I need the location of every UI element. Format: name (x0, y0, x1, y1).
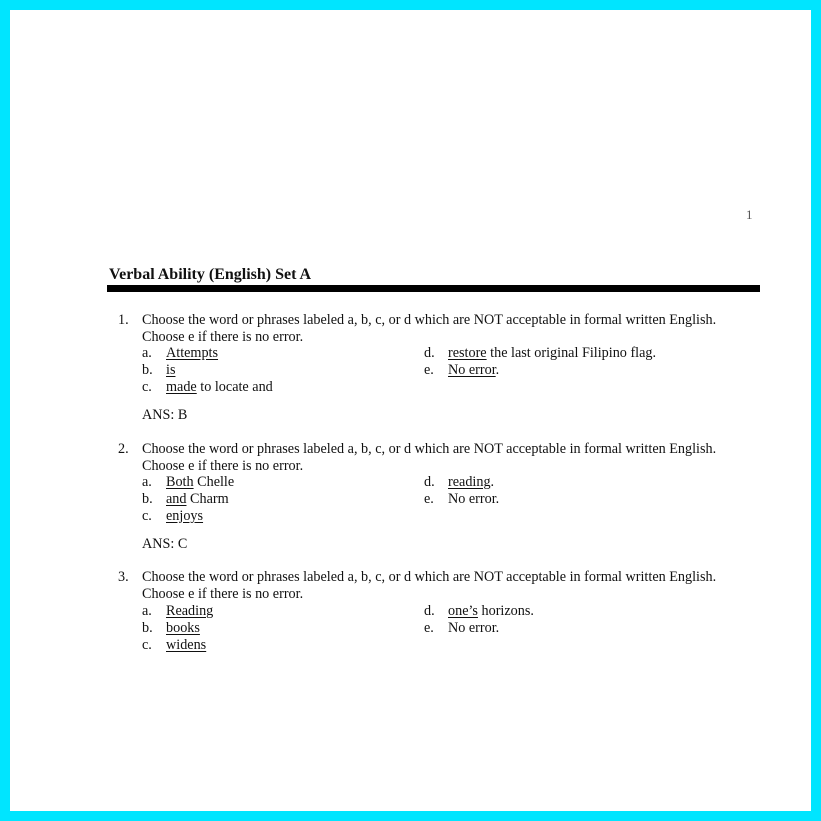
choice-underlined-text: No error (448, 362, 496, 378)
choice-underlined-text: reading (448, 474, 491, 490)
choice-letter: a. (142, 345, 152, 361)
title-divider (107, 285, 760, 292)
question-stem-line: Choose e if there is no error. (142, 329, 304, 345)
choice-text (166, 491, 229, 508)
choice-text (448, 345, 656, 362)
choice-underlined-text: is (166, 362, 176, 378)
choice-letter: e. (424, 620, 434, 636)
choice-letter: a. (142, 474, 152, 490)
choice-letter: c. (142, 379, 152, 395)
choice-letter: a. (142, 603, 152, 619)
choice-underlined-text: restore (448, 345, 487, 361)
choice-letter: d. (424, 345, 435, 361)
choice-rest-text: No error. (448, 620, 500, 636)
choice-text (166, 345, 218, 362)
choice-letter: e. (424, 362, 434, 378)
question-stem (142, 569, 762, 603)
question-stem (142, 312, 762, 346)
choice-letter: b. (142, 620, 153, 636)
choice-underlined-text: Both (166, 474, 194, 490)
choice-underlined-text: one’s (448, 603, 478, 619)
choice-text (166, 508, 203, 525)
choice-rest-text: Chelle (193, 474, 235, 490)
choice-underlined-text: Attempts (166, 345, 219, 361)
question-number: 3. (118, 569, 129, 585)
question-stem (142, 441, 762, 475)
choice-letter: c. (142, 637, 152, 653)
choice-underlined-text: and (166, 491, 187, 507)
choice-underlined-text: widens (166, 637, 207, 653)
choice-rest-text: horizons. (477, 603, 534, 619)
choice-underlined-text: Reading (166, 603, 214, 619)
question-stem-line: Choose e if there is no error. (142, 586, 304, 602)
choice-letter: d. (424, 474, 435, 490)
choice-text (166, 474, 234, 491)
choice-letter: b. (142, 491, 153, 507)
choice-letter: c. (142, 508, 152, 524)
choice-text (448, 362, 499, 379)
question-stem-line: Choose the word or phrases labeled a, b, c, or d which are NOT acceptable in formal written English. (142, 569, 717, 585)
choice-text (448, 474, 494, 491)
choice-underlined-text: enjoys (166, 508, 204, 524)
page-number: 1 (746, 207, 753, 222)
question-number: 1. (118, 312, 129, 328)
choice-rest-text: the last original Filipino flag. (486, 345, 657, 361)
choice-rest-text: . (495, 362, 500, 378)
choice-letter: b. (142, 362, 153, 378)
question-stem-line: Choose e if there is no error. (142, 458, 304, 474)
choice-rest-text: . (490, 474, 495, 490)
choice-text (166, 603, 213, 620)
answer-key: ANS: C (142, 536, 188, 552)
choice-underlined-text: made (166, 379, 197, 395)
choice-text (448, 491, 499, 508)
choice-rest-text: to locate and (196, 379, 273, 395)
choice-underlined-text: books (166, 620, 200, 636)
choice-text (166, 637, 206, 654)
choice-text (166, 620, 200, 637)
choice-rest-text: No error. (448, 491, 500, 507)
choice-text (166, 362, 175, 379)
question-stem-line: Choose the word or phrases labeled a, b, c, or d which are NOT acceptable in formal written English. (142, 441, 717, 457)
document-title: Verbal Ability (English) Set A (109, 266, 312, 283)
choice-text (448, 620, 499, 637)
choice-rest-text: Charm (186, 491, 229, 507)
choice-text (166, 379, 273, 396)
question-number: 2. (118, 441, 129, 457)
answer-key: ANS: B (142, 407, 188, 423)
question-stem-line: Choose the word or phrases labeled a, b, c, or d which are NOT acceptable in formal written English. (142, 312, 717, 328)
choice-text (448, 603, 534, 620)
choice-letter: e. (424, 491, 434, 507)
choice-letter: d. (424, 603, 435, 619)
